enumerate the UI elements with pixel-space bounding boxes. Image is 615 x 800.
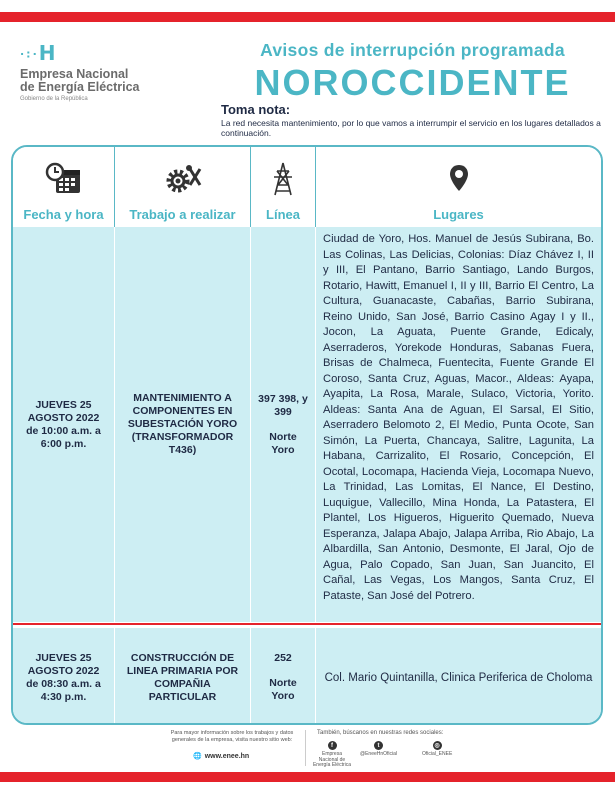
row-line — [251, 628, 316, 725]
power-tower-icon — [251, 161, 315, 197]
twitter-link[interactable]: t @EneeHnOficial — [360, 742, 398, 757]
outage-table — [11, 145, 603, 725]
notice-title: Avisos de interrupción programada — [260, 40, 565, 60]
header-date-label: Fecha y hora — [23, 207, 104, 222]
instagram-link[interactable]: ◎ Oficial_ENEE — [422, 743, 453, 757]
row-work: CONSTRUCCIÓN DE LINEA PRIMARIA POR COMPAÑIA PARTICULAR — [115, 628, 251, 725]
government-label: Gobierno de la República — [20, 95, 88, 102]
globe-icon: 🌐 — [193, 753, 202, 760]
social-title: También, búscanos en nuestras redes sociales: — [317, 730, 444, 736]
instagram-icon: ◎ — [434, 743, 440, 749]
map-pin-icon — [316, 161, 601, 197]
row-zone: Norte Yoro — [269, 430, 297, 456]
website-link[interactable]: 🌐 www.enee.hn — [193, 752, 250, 760]
row-work: MANTENIMIENTO A COMPONENTES EN SUBESTACIÓN YORO (TRANSFORMADOR T436) — [115, 227, 251, 622]
header-places — [316, 147, 601, 227]
enee-logo — [20, 42, 170, 102]
header-work — [115, 147, 251, 227]
table-row — [13, 227, 601, 622]
logo-mark: ·:·H — [20, 41, 57, 65]
row-zone: Norte Yoro — [269, 677, 297, 702]
company-name-line1: Empresa Nacional — [20, 66, 129, 81]
footer — [0, 730, 615, 770]
row-line — [251, 227, 316, 622]
row-line-number: 252 — [274, 652, 292, 664]
gears-tools-icon — [115, 161, 250, 197]
notice-header — [220, 40, 605, 103]
bottom-red-stripe — [0, 772, 615, 782]
row-places: Col. Mario Quintanilla, Clinica Periferica de Choloma — [324, 671, 593, 684]
region-title: NOROCCIDENTE — [254, 62, 571, 103]
facebook-icon: f — [328, 741, 337, 750]
row-places: Ciudad de Yoro, Hos. Manuel de Jesús Subirana, Bo. Las Colinas, Las Delicias, Colonias: Díaz Chávez I, II y III, El Pantano, Barrio Santiago, Lando Burgos, Rotario, Hawitt, Emanuel I, II y III, Barrio El Centro, La Cultura, Guanacaste, Cabañas, Barrio Subirana, Reino Unido, San José, Barrio Casino Agay I y II., Jocon, La Aguata, Puente Grande, Edicaly, Aserraderos, Yorekode Honduras, Sabanas Fuera, Brisas de Chalmeca, Fuentecita, Fuente Grande El Coroso, Santa Cruz, Aguas, Macor., Aldeas: Ayapa, Ayapita, La Rosa, Marale, Sulaco, Victoria, Yorito. Aldeas: Santa Ana de Aguan, El Sarsal, El Sitio, Aserradero Belomoto 2, El Medio, Punta Ocote, San Simón, La Puerta, Chancaya, Salitre, Lagunita, La Habana, Carrizalito, El Rosario, Concepción, El Ocotal, Locomapa, Hacienda Vieja, Locomapa Nuevo, La Trinidad, Las Lomitas, El Nance, El Destino, Luquigue, Vallecillo, Mina Honda, La Patastera, El Plantel, Los Higueros, Higuerito Quemado, Nueva Esperanza, Jalapa Abajo, Jalapa Arriba, Rio Abajo, La Albardilla, San Antonio, Desmonte, El Jaral, Ojo de Agua, Palo Copado, San Juan, San Juancito, El Cañal, Las Vegas, Los Mangos, Santa Cruz, El Pataste, San José del Potrero. — [323, 233, 594, 602]
row-line-number: 397 398, y 399 — [258, 392, 308, 418]
note-block — [221, 102, 606, 138]
header-date — [13, 147, 115, 227]
stars-icon: ·:· — [20, 47, 39, 61]
table-row — [13, 628, 601, 725]
header-work-label: Trabajo a realizar — [129, 207, 236, 222]
facebook-link[interactable]: f Empresa Nacional de Energía Eléctrica — [312, 742, 352, 768]
note-body: La red necesita mantenimiento, por lo que vamos a interrumpir el servicio en los lugares detallados a continuación. — [221, 118, 601, 138]
header-places-label: Lugares — [433, 207, 484, 222]
row-date: JUEVES 25 AGOSTO 2022 de 10:00 a.m. a 6:00 p.m. — [13, 227, 115, 622]
top-border — [0, 0, 615, 28]
company-name-line2: de Energía Eléctrica — [20, 79, 140, 94]
header-line-label: Línea — [266, 207, 300, 222]
row-date: JUEVES 25 AGOSTO 2022 de 08:30 a.m. a 4:30 p.m. — [13, 628, 115, 725]
table-header — [13, 147, 601, 227]
note-title: Toma nota: — [221, 102, 291, 117]
header-line — [251, 147, 316, 227]
top-red-stripe — [0, 12, 615, 22]
calendar-clock-icon — [13, 161, 114, 197]
twitter-icon: t — [374, 741, 383, 750]
footer-divider — [305, 730, 306, 766]
footer-info: Para mayor información sobre los trabajos y datos generales de la empresa, visita nuestro sitio web: — [170, 730, 294, 743]
